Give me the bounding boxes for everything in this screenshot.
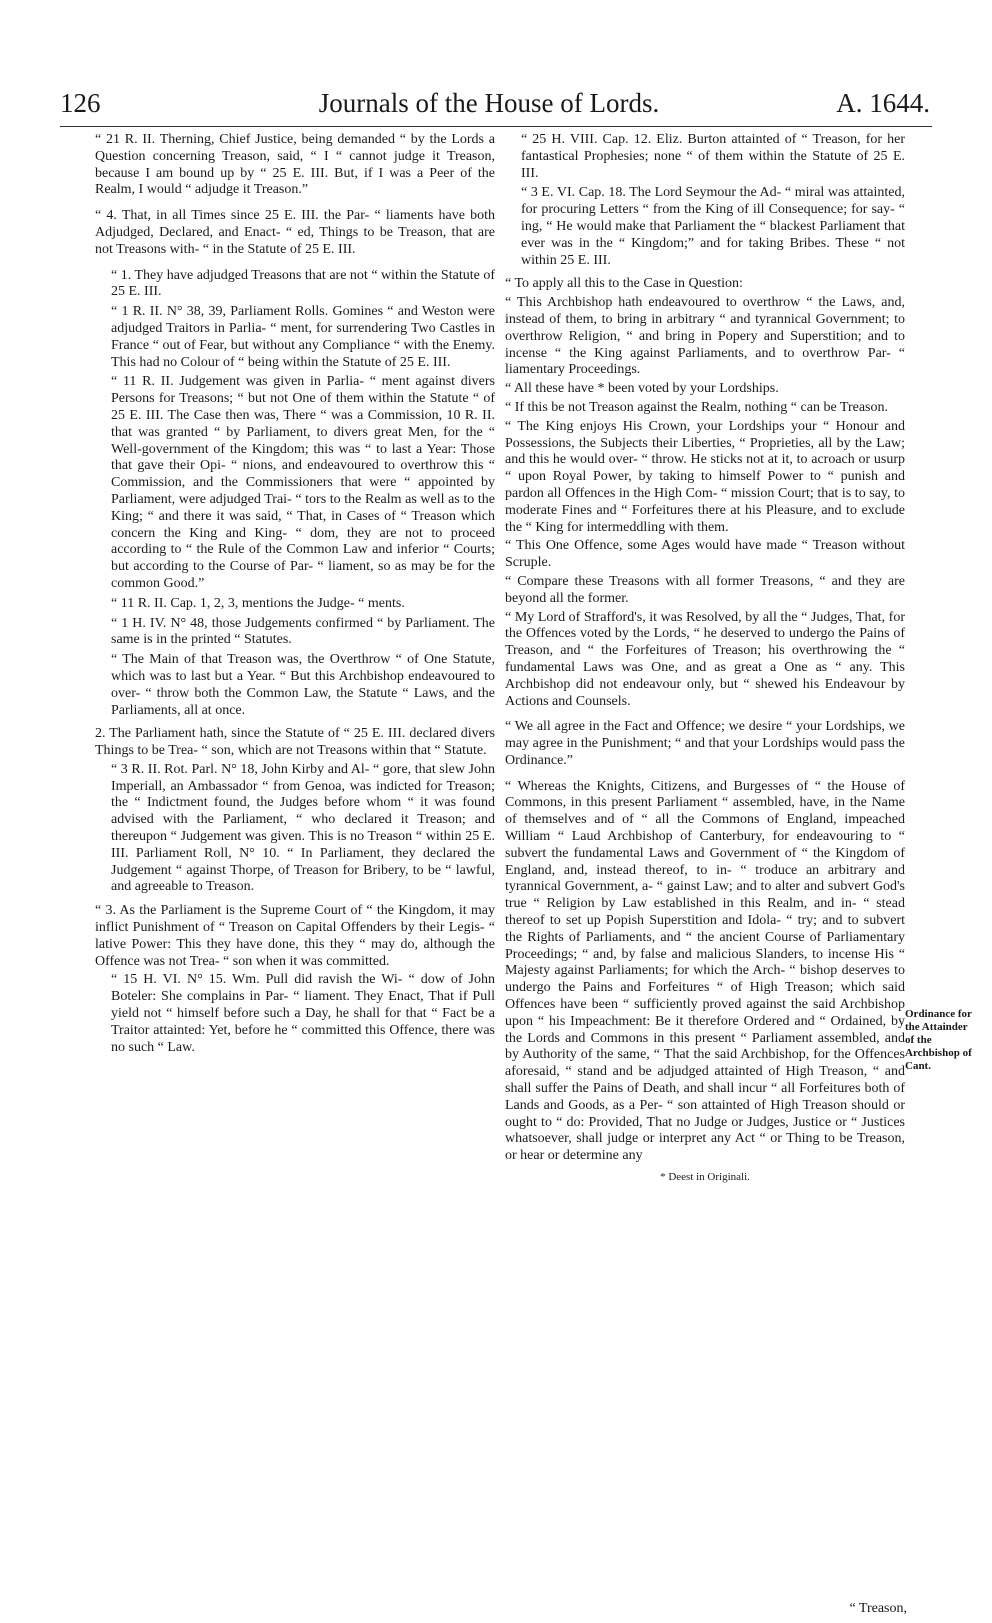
margin-note: Ordinance for the Attainder of the Archbishop of Cant. — [905, 1008, 972, 1072]
paragraph: “ This One Offence, some Ages would have made “ Treason without Scruple. — [505, 538, 905, 571]
paragraph: “ 11 R. II. Cap. 1, 2, 3, mentions the Judge- “ ments. — [111, 595, 405, 611]
paragraph: “ 25 H. VIII. Cap. 12. Eliz. Burton attainted of “ Treason, for her fantastical Prophesies; none “ of them within the Statute of 25 E. III. — [521, 132, 905, 181]
footnote: * Deest in Originali. — [660, 1171, 750, 1184]
paragraph: “ 15 H. VI. N° 15. Wm. Pull did ravish the Wi- “ dow of John Boteler: She complains in Par- “ liament. They Enact, That if Pull yield not “ himself before such a Day, he shall for that “ Fact be a Traitor attainted: Yet, before he “ committed this Offence, there was no such “ Law. — [111, 972, 495, 1055]
paragraph: “ 1 H. IV. N° 48, those Judgements confirmed “ by Parliament. The same is in the printed “ Statutes. — [111, 615, 495, 648]
paragraph: “ Compare these Treasons with all former Treasons, “ and they are beyond all the former. — [505, 573, 905, 606]
page-number: 126 — [60, 88, 101, 118]
paragraph: “ All these have * been voted by your Lordships. — [505, 381, 779, 397]
year-label: A. 1644. — [836, 88, 930, 118]
paragraph: “ 3 R. II. Rot. Parl. N° 18, John Kirby and Al- “ gore, that slew John Imperiall, an Ambassador “ from Genoa, was indicted for Treason; the “ Indictment found, the Judges before whom “ it was found advised with the Parliament, “ who declared it Treason; and thereupon “ Judgement was given. This is no Treason “ within 25 E. III. Parliament Roll, N° 10. “ In Parliament, they declared the Judgement “ against Thorpe, of Treason for Bribery, to be “ lawful, and agreeable to Treason. — [111, 761, 495, 895]
paragraph: “ My Lord of Strafford's, it was Resolved, by all the “ Judges, That, for the Offences voted by the Lords, “ he deserved to undergo the Pains of Treason, and “ the Forfeitures of Treason; his overthrowing the “ fundamental Laws was One, and as great a One as “ any. This Archbishop did not endeavour only, but “ shewed his Endeavour by Actions and Counsels. — [505, 609, 905, 709]
paragraph: 2. The Parliament hath, since the Statute of “ 25 E. III. declared divers Things to be Trea- “ son, which are not Treasons within that “ Statute. — [95, 726, 495, 759]
paragraph: “ To apply all this to the Case in Question: — [505, 276, 743, 292]
paragraph: “ 3 E. VI. Cap. 18. The Lord Seymour the Ad- “ miral was attainted, for procuring Letters “ from the King of ill Consequence; for say- “ ing, “ He would make that Parliament the “ blackest Parliament that ever was in the “ Kingdom;” and for taking Bribes. These “ not within 25 E. III. — [521, 185, 905, 268]
paragraph: “ 1 R. II. N° 38, 39, Parliament Rolls. Gomines “ and Weston were adjudged Traitors in Parlia- “ ment, for surrendering Two Castles in France “ out of Fear, but without any Compliance “ with the Enemy. This had no Colour of “ being within the Statute of 25 E. III. — [111, 304, 495, 370]
paragraph: “ 1. They have adjudged Treasons that are not “ within the Statute of 25 E. III. — [111, 267, 495, 300]
catchword: “ Treason, — [849, 1601, 907, 1616]
paragraph: “ Whereas the Knights, Citizens, and Burgesses of “ the House of Commons, in this present Parliament “ assembled, have, in the Name of themselves and of “ all the Commons of England, impeached William “ Laud Archbishop of Canterbury, for endeavouring to “ subvert the fundamental Laws and Government of “ the Kingdom of England, and, instead thereof, to in- “ troduce an arbitrary and tyrannical Government, a- “ gainst Law; and to alter and subvert God's true “ Religion by Law established in this Realm, and in- “ stead thereof to set up Popish Superstition and Idola- “ try; and to subvert the Rights of Parliaments, and “ the ancient Course of Parliamentary Proceedings; “ and, by false and malicious Slanders, to incense His “ Majesty against Parliaments; for which the Arch- “ bishop deserves to undergo the Pains and Forfeitures “ of High Treason; which said Offences have been “ sufficiently proved against the said Archbishop upon “ his Impeachment: Be it therefore Ordered and “ Ordained, by the Lords and Commons in this present “ Parliament assembled, and by Authority of the same, “ That the said Archbishop, for the Offences aforesaid, “ stand and be adjudged attainted of High Treason, “ and shall suffer the Pains of Death, and shall incur “ all Forfeitures both of Lands and Goods, as a Per- “ son attainted of High Treason should or ought to “ do: Provided, That no Judge or Judges, Justice or “ Justices whatsoever, shall judge or interpret any Act “ or Thing to be Treason, or hear or determine any — [505, 778, 905, 1164]
paragraph: “ If this be not Treason against the Realm, nothing “ can be Treason. — [505, 399, 888, 415]
paragraph: “ 11 R. II. Judgement was given in Parlia- “ ment against divers Persons for Treasons; “ but not One of them within the Statute “ of 25 E. III. The Case then was, There “ was a Commission, 10 R. II. that was granted “ by Parliament, to divers great Men, for the “ Well-government of the Kingdom; this was “ to last a Year: Those that gave their Opi- “ nions, and endeavoured to overthrow this “ Commission, and the Commissioners that were “ appointed by Parliament, were adjudged Trai- “ tors to the Realm as well as to the King; “ and there it was said, “ That, in Cases of “ Treason which concern the King and King- “ dom, they are not to proceed according to “ the Rule of the Common Law and inferior “ Courts; but according to the Course of Par- “ liament, so as may be for the common Good.” — [111, 374, 495, 591]
paragraph: “ The Main of that Treason was, the Overthrow “ of One Statute, which was to last but a Year. “ But this Archbishop endeavoured to over- “ throw both the Common Law, the Statute “ Laws, and the Parliaments, all at once. — [111, 652, 495, 718]
header-rule — [60, 126, 932, 127]
page-header — [60, 88, 930, 124]
paragraph: “ 21 R. II. Therning, Chief Justice, being demanded “ by the Lords a Question concerning Treason, said, “ I “ cannot judge it Treason, because I am bound up by “ 25 E. III. But, if I was a Peer of the Realm, I would “ adjudge it Treason.” — [95, 132, 495, 198]
paragraph: “ This Archbishop hath endeavoured to overthrow “ the Laws, and, instead of them, to bring in arbitrary “ and tyrannical Government; to overthrow Religion, “ and bring in Popery and Superstition; and to incense “ the King against Parliaments, and to overthrow Par- “ liamentary Proceedings. — [505, 295, 905, 378]
paragraph: “ 4. That, in all Times since 25 E. III. the Par- “ liaments have both Adjudged, Declared, and Enact- “ ed, Things to be Treason, that are not Treasons with- “ in the Statute of 25 E. III. — [95, 208, 495, 257]
right-column — [505, 132, 905, 1192]
paragraph: “ 3. As the Parliament is the Supreme Court of “ the Kingdom, it may inflict Punishment of “ Treason on Capital Offenders by their Legis- “ lative Power: This they have done, this they “ may do, although the Offence was not Trea- “ son when it was committed. — [95, 903, 495, 969]
left-column — [95, 132, 495, 1059]
paragraph: “ We all agree in the Fact and Offence; we desire “ your Lordships, we may agree in the Punishment; “ and that your Lordships would pass the Ordinance.” — [505, 719, 905, 768]
paragraph: “ The King enjoys His Crown, your Lordships your “ Honour and Possessions, the Subjects their Liberties, “ Proprieties, all by the Law; and this he would over- “ throw. He sticks not at it, to acroach or usurp “ upon Royal Power, by taking to himself Power to “ punish and pardon all Offences in the High Com- “ mission Court; that is to say, to moderate Fines and “ Forfeitures there at his Pleasure, and to exclude the “ King for intermeddling with them. — [505, 418, 905, 535]
running-title: Journals of the House of Lords. — [318, 88, 660, 118]
